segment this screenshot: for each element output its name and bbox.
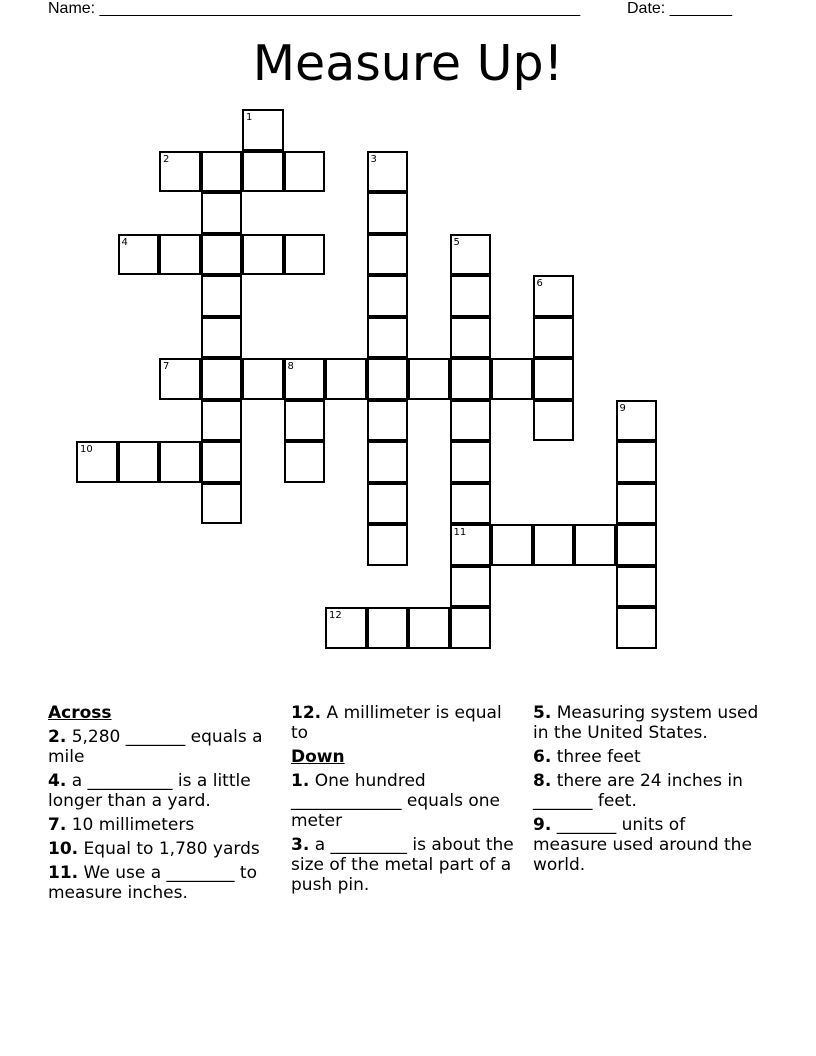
crossword-cell[interactable] <box>616 524 658 566</box>
crossword-cell[interactable] <box>367 483 409 525</box>
crossword-cell[interactable] <box>201 234 243 276</box>
clue-text: three feet <box>556 747 641 767</box>
crossword-cell[interactable] <box>533 524 575 566</box>
crossword-cell[interactable] <box>367 192 409 234</box>
crossword-cell[interactable] <box>159 358 201 400</box>
crossword-cell[interactable] <box>367 524 409 566</box>
crossword-cell[interactable] <box>616 607 658 649</box>
crossword-cell[interactable] <box>367 400 409 442</box>
crossword-cell[interactable] <box>450 566 492 608</box>
crossword-cell[interactable] <box>159 151 201 193</box>
cell-number: 9 <box>619 402 626 414</box>
date-field-label: Date: _______ <box>627 0 732 17</box>
clue-number: 9. <box>533 815 552 835</box>
crossword-cell[interactable] <box>450 358 492 400</box>
clues-column-1 <box>48 703 278 907</box>
crossword-cell[interactable] <box>367 607 409 649</box>
down-heading: Down <box>291 747 345 767</box>
crossword-cell[interactable] <box>159 441 201 483</box>
crossword-cell[interactable] <box>367 234 409 276</box>
down-clue <box>291 771 521 831</box>
clue-text: a __________ is a little longer than a yard. <box>48 771 251 811</box>
crossword-cell[interactable] <box>284 358 326 400</box>
crossword-cell[interactable] <box>284 151 326 193</box>
cell-number: 2 <box>163 153 170 165</box>
crossword-cell[interactable] <box>450 275 492 317</box>
crossword-cell[interactable] <box>491 524 533 566</box>
clue-number: 6. <box>533 747 552 767</box>
crossword-cell[interactable] <box>118 234 160 276</box>
crossword-cell[interactable] <box>367 358 409 400</box>
clue-number: 10. <box>48 839 79 859</box>
down-clue <box>291 835 521 895</box>
crossword-cell[interactable] <box>574 524 616 566</box>
crossword-cell[interactable] <box>533 358 575 400</box>
cell-number: 5 <box>453 236 460 248</box>
clue-text: _______ units of measure used around the world. <box>533 815 752 875</box>
clue-number: 8. <box>533 771 552 791</box>
crossword-cell[interactable] <box>284 400 326 442</box>
clue-number: 2. <box>48 727 67 747</box>
across-clue <box>291 703 521 743</box>
clue-text: 10 millimeters <box>71 815 195 835</box>
clue-number: 7. <box>48 815 67 835</box>
name-field-label: Name: ______________________________________________________ <box>48 0 581 17</box>
cell-number: 10 <box>80 444 93 455</box>
crossword-cell[interactable] <box>201 483 243 525</box>
cell-number: 8 <box>287 361 294 372</box>
crossword-cell[interactable] <box>491 358 533 400</box>
crossword-cell[interactable] <box>201 151 243 193</box>
crossword-cell[interactable] <box>76 441 118 483</box>
crossword-cell[interactable] <box>533 400 575 442</box>
crossword-cell[interactable] <box>201 275 243 317</box>
across-clue <box>48 815 278 835</box>
crossword-cell[interactable] <box>367 441 409 483</box>
crossword-cell[interactable] <box>201 400 243 442</box>
cell-number: 1 <box>246 112 253 123</box>
crossword-cell[interactable] <box>450 441 492 483</box>
crossword-cell[interactable] <box>408 607 450 649</box>
crossword-cell[interactable] <box>533 317 575 359</box>
crossword-cell[interactable] <box>242 358 284 400</box>
across-heading: Across <box>48 703 112 723</box>
down-clue <box>533 703 763 743</box>
crossword-cell[interactable] <box>450 524 492 566</box>
crossword-cell[interactable] <box>325 607 367 649</box>
crossword-cell[interactable] <box>367 151 409 193</box>
clue-text: there are 24 inches in _______ feet. <box>533 771 743 811</box>
crossword-cell[interactable] <box>616 566 658 608</box>
across-clue <box>48 727 278 767</box>
clue-text: a _________ is about the size of the metal part of a push pin. <box>291 835 514 895</box>
clue-number: 5. <box>533 703 552 723</box>
cell-number: 11 <box>453 527 467 538</box>
clue-number: 11. <box>48 863 79 883</box>
crossword-cell[interactable] <box>242 234 284 276</box>
cell-number: 6 <box>536 278 543 289</box>
crossword-cell[interactable] <box>159 234 201 276</box>
cell-number: 4 <box>121 236 128 248</box>
down-clue <box>533 747 763 767</box>
crossword-cell[interactable] <box>450 483 492 525</box>
crossword-cell[interactable] <box>201 317 243 359</box>
crossword-cell[interactable] <box>367 275 409 317</box>
clue-text: Measuring system used in the United States. <box>533 703 759 743</box>
crossword-cell[interactable] <box>325 358 367 400</box>
crossword-cell[interactable] <box>118 441 160 483</box>
clue-text: A millimeter is equal to <box>291 703 502 743</box>
clue-text: We use a ________ to measure inches. <box>48 863 257 903</box>
crossword-cell[interactable] <box>450 400 492 442</box>
crossword-cell[interactable] <box>367 317 409 359</box>
crossword-cell[interactable] <box>284 441 326 483</box>
crossword-cell[interactable] <box>450 234 492 276</box>
crossword-cell[interactable] <box>242 151 284 193</box>
crossword-cell[interactable] <box>242 109 284 151</box>
crossword-cell[interactable] <box>201 192 243 234</box>
crossword-cell[interactable] <box>284 234 326 276</box>
crossword-cell[interactable] <box>450 317 492 359</box>
across-clue <box>48 771 278 811</box>
down-clue <box>533 771 763 811</box>
clue-number: 12. <box>291 703 322 723</box>
crossword-cell[interactable] <box>201 358 243 400</box>
clue-text: Equal to 1,780 yards <box>83 839 260 859</box>
crossword-cell[interactable] <box>616 483 658 525</box>
clues-column-2 <box>291 703 521 899</box>
across-clue <box>48 863 278 903</box>
crossword-cell[interactable] <box>616 441 658 483</box>
crossword-cell[interactable] <box>408 358 450 400</box>
clues-column-3 <box>533 703 763 879</box>
crossword-cell[interactable] <box>201 441 243 483</box>
clue-text: 5,280 _______ equals a mile <box>48 727 263 767</box>
clue-number: 1. <box>291 771 310 791</box>
page-title: Measure Up! <box>252 35 564 92</box>
clue-text: One hundred _____________ equals one meter <box>291 771 500 831</box>
crossword-cell[interactable] <box>450 607 492 649</box>
crossword-cell[interactable] <box>616 400 658 442</box>
clue-number: 3. <box>291 835 310 855</box>
down-clue <box>533 815 763 875</box>
cell-number: 12 <box>329 610 342 621</box>
cell-number: 3 <box>370 153 377 165</box>
across-clue <box>48 839 278 859</box>
clue-number: 4. <box>48 771 67 791</box>
cell-number: 7 <box>163 361 170 372</box>
crossword-cell[interactable] <box>533 275 575 317</box>
